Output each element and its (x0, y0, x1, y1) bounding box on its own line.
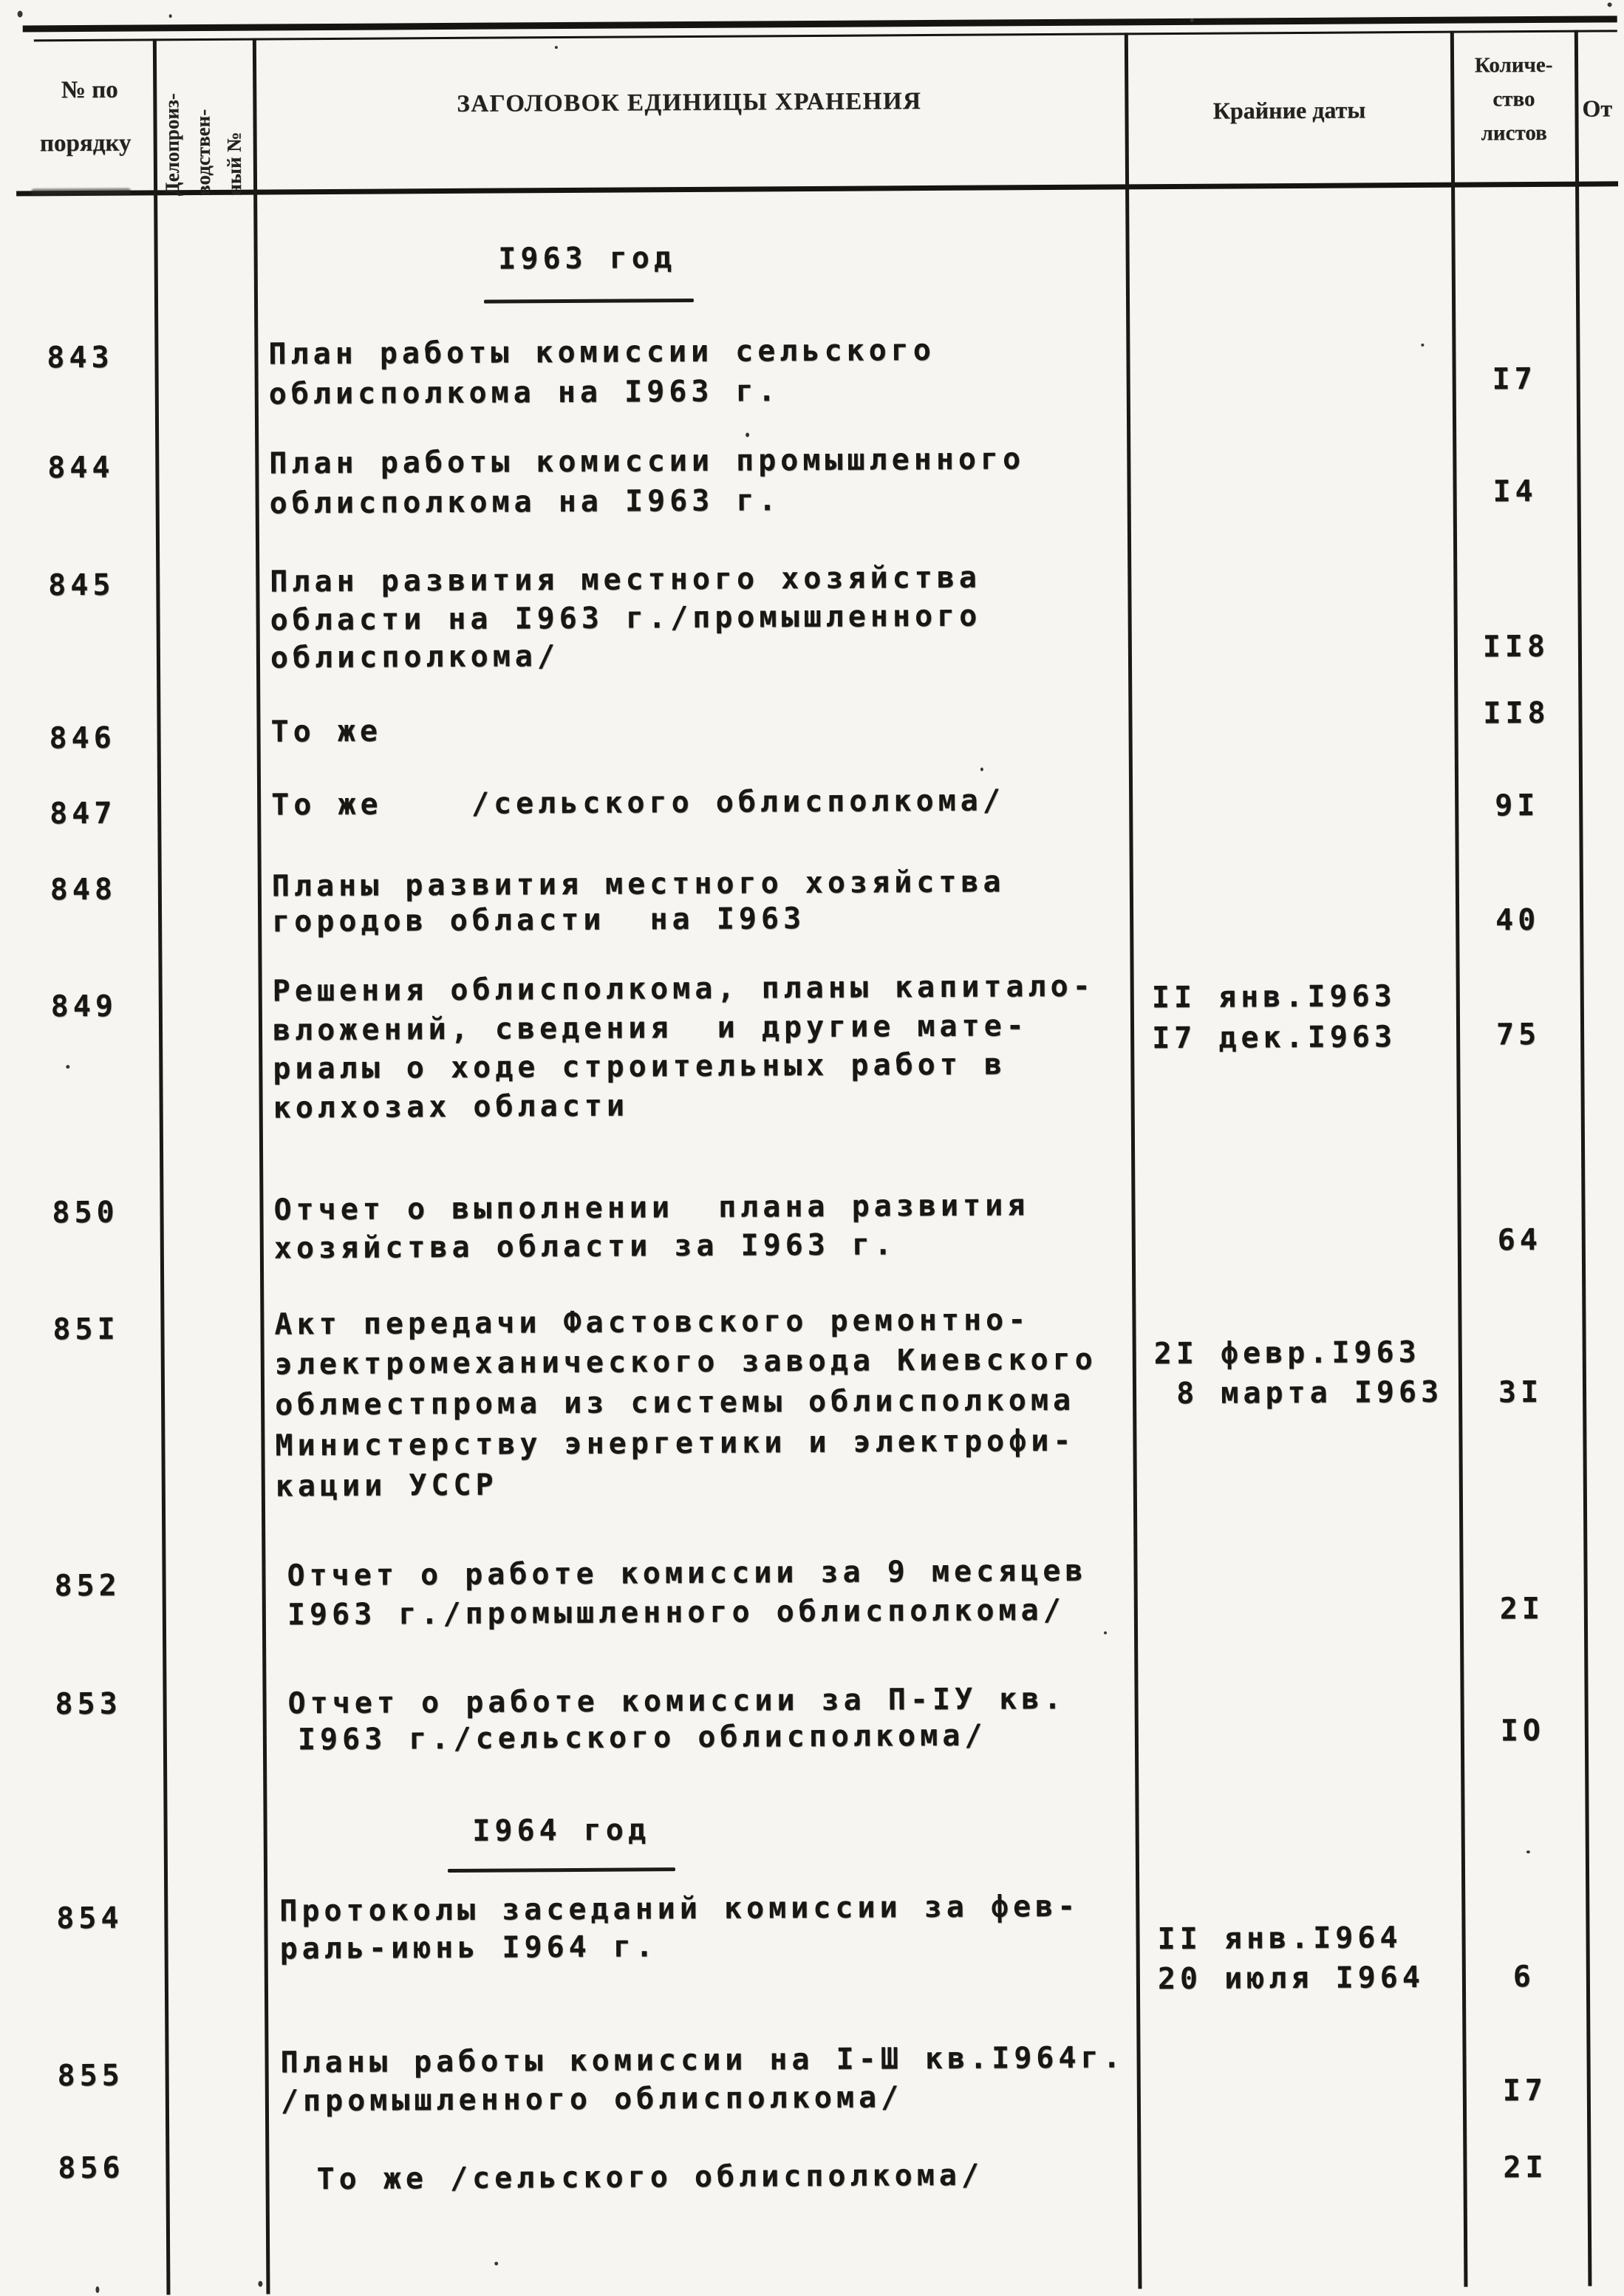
row-847-sheet-count: 9I (1494, 788, 1540, 823)
scan-speck (18, 10, 23, 17)
section-heading-1963-underline (484, 299, 694, 304)
scan-speck (95, 2286, 99, 2293)
column-rule-office-title (253, 38, 270, 2295)
row-851-sheet-count: 3I (1498, 1374, 1543, 1410)
row-845-number: 845 (48, 568, 115, 603)
row-846-number: 846 (49, 721, 116, 756)
row-853-number: 853 (55, 1686, 122, 1722)
row-852-title-line-2: I963 г./промышленного облисполкома/ (287, 1592, 1065, 1632)
header-order-number-line2: порядку (39, 129, 132, 157)
row-849-title-line-1: Решения облисполкома, планы капитало- (272, 969, 1095, 1009)
row-845-title-line-1: План развития местного хозяйства (270, 560, 982, 599)
row-846-sheet-count: II8 (1483, 695, 1550, 731)
row-844-title-line-2: облисполкома на I963 г. (269, 483, 781, 521)
row-852-title-line-1: Отчет о работе комиссии за 9 месяцев (287, 1553, 1088, 1593)
row-843-title-line-1: План работы комиссии сельского (268, 333, 936, 372)
row-851-title-line-1: Акт передачи Фастовского ремонтно- (274, 1303, 1031, 1342)
row-844-number: 844 (47, 450, 115, 486)
row-856-title-line-1: То же /сельского облисполкома/ (316, 2158, 984, 2197)
row-852-sheet-count: 2I (1499, 1591, 1545, 1626)
header-order-number-line1: № по (61, 76, 118, 104)
row-855-number: 855 (57, 2058, 124, 2094)
scan-speck (494, 2262, 498, 2266)
section-heading-1964-underline (448, 1867, 675, 1873)
row-854-date-start: II янв.I964 (1157, 1921, 1402, 1957)
row-851-title-line-4: Министерству энергетики и электрофи- (275, 1423, 1076, 1463)
row-854-title-line-1: Протоколы заседаний комиссии за фев- (279, 1889, 1080, 1929)
scan-speck (258, 2281, 262, 2287)
row-855-title-line-1: Планы работы комиссии на I-Ш кв.I964г. (280, 2040, 1125, 2080)
row-851-date-start: 2I февр.I963 (1153, 1335, 1421, 1372)
row-847-title-line-1: То же /сельского облисполкома/ (271, 783, 1006, 822)
ink-smudge (31, 188, 131, 196)
scan-speck (1190, 18, 1194, 22)
row-850-number: 850 (52, 1195, 119, 1230)
header-sheet-count-line2: ство (1492, 86, 1535, 112)
row-854-number: 854 (56, 1901, 123, 1936)
row-845-title-line-3: облисполкома/ (270, 639, 560, 675)
row-849-date-start: II янв.I963 (1151, 979, 1396, 1015)
scan-speck (1608, 2, 1612, 7)
row-849-sheet-count: 75 (1495, 1017, 1541, 1052)
row-843-title-line-2: облисполкома на I963 г. (268, 374, 780, 412)
scan-speck (1421, 344, 1424, 347)
scan-speck (1104, 1632, 1107, 1635)
header-notes-clipped: От (1582, 95, 1613, 122)
row-848-number: 848 (50, 872, 117, 907)
header-sheet-count-line3: листов (1481, 120, 1547, 146)
top-rule-thin (34, 30, 1617, 41)
column-rule-title-dates (1125, 33, 1142, 2289)
header-storage-unit-title: ЗАГОЛОВОК ЕДИНИЦЫ ХРАНЕНИЯ (457, 88, 922, 117)
row-851-number: 85I (52, 1312, 120, 1347)
header-sheet-count-line1: Количе- (1474, 52, 1553, 78)
row-851-title-line-5: кации УССР (275, 1468, 498, 1504)
scan-speck (555, 46, 558, 49)
header-office-number: Делопроиз- водствен- ный № (160, 93, 246, 197)
row-851-date-end: 8 марта I963 (1153, 1374, 1444, 1411)
row-855-title-line-2: /промышленного облисполкома/ (280, 2080, 904, 2119)
row-856-number: 856 (58, 2150, 125, 2186)
row-853-sheet-count: IO (1500, 1713, 1546, 1748)
scan-speck (169, 14, 172, 18)
column-rule-order-office (153, 38, 171, 2295)
row-854-date-end: 20 июля I964 (1157, 1960, 1425, 1997)
scan-speck (746, 433, 749, 437)
row-851-title-line-2: электромеханического завода Киевского (274, 1342, 1097, 1382)
row-844-sheet-count: I4 (1492, 474, 1538, 509)
top-rule-thick (23, 16, 1617, 32)
row-854-sheet-count: 6 (1512, 1960, 1536, 1994)
row-847-number: 847 (49, 796, 117, 831)
scan-speck (1526, 1850, 1530, 1853)
row-851-title-line-3: облместпрома из системы облисполкома (274, 1383, 1076, 1423)
row-843-sheet-count: I7 (1492, 361, 1537, 397)
row-852-number: 852 (54, 1568, 121, 1604)
row-854-title-line-2: раль-июнь I964 г. (279, 1929, 658, 1966)
section-heading-1964: I964 год (472, 1813, 651, 1848)
row-853-title-line-1: Отчет о работе комиссии за П-IУ кв. (287, 1681, 1066, 1721)
row-848-sheet-count: 40 (1495, 902, 1541, 938)
row-849-title-line-4: колхозах области (273, 1089, 630, 1125)
row-844-title-line-1: План работы комиссии промышленного (269, 442, 1026, 481)
row-849-number: 849 (50, 989, 118, 1024)
row-848-title-line-1: Планы развития местного хозяйства (271, 865, 1006, 904)
row-849-date-end: I7 дек.I963 (1151, 1020, 1397, 1056)
row-856-sheet-count: 2I (1503, 2150, 1548, 2185)
row-849-title-line-2: вложений, сведения и другие мате- (272, 1009, 1028, 1048)
row-845-title-line-2: области на I963 г./промышленного (270, 599, 982, 638)
row-850-sheet-count: 64 (1497, 1222, 1543, 1258)
row-845-sheet-count: II8 (1482, 629, 1550, 664)
row-853-title-line-2: I963 г./сельского облисполкома/ (297, 1718, 987, 1757)
header-extreme-dates: Крайние даты (1212, 96, 1366, 124)
row-849-title-line-3: риалы о ходе строительных работ в (273, 1047, 1007, 1086)
scan-speck (980, 768, 983, 771)
row-850-title-line-1: Отчет о выполнении плана развития (273, 1188, 1030, 1227)
row-855-sheet-count: I7 (1502, 2073, 1548, 2108)
row-848-title-line-2: городов области на I963 (271, 902, 806, 939)
section-heading-1963: I963 год (498, 241, 677, 276)
row-846-title-line-1: То же (270, 714, 383, 749)
row-850-title-line-2: хозяйства области за I963 г. (273, 1227, 897, 1266)
scan-speck (66, 1065, 69, 1069)
row-843-number: 843 (47, 340, 114, 375)
column-rule-sheets-notes (1574, 30, 1592, 2286)
